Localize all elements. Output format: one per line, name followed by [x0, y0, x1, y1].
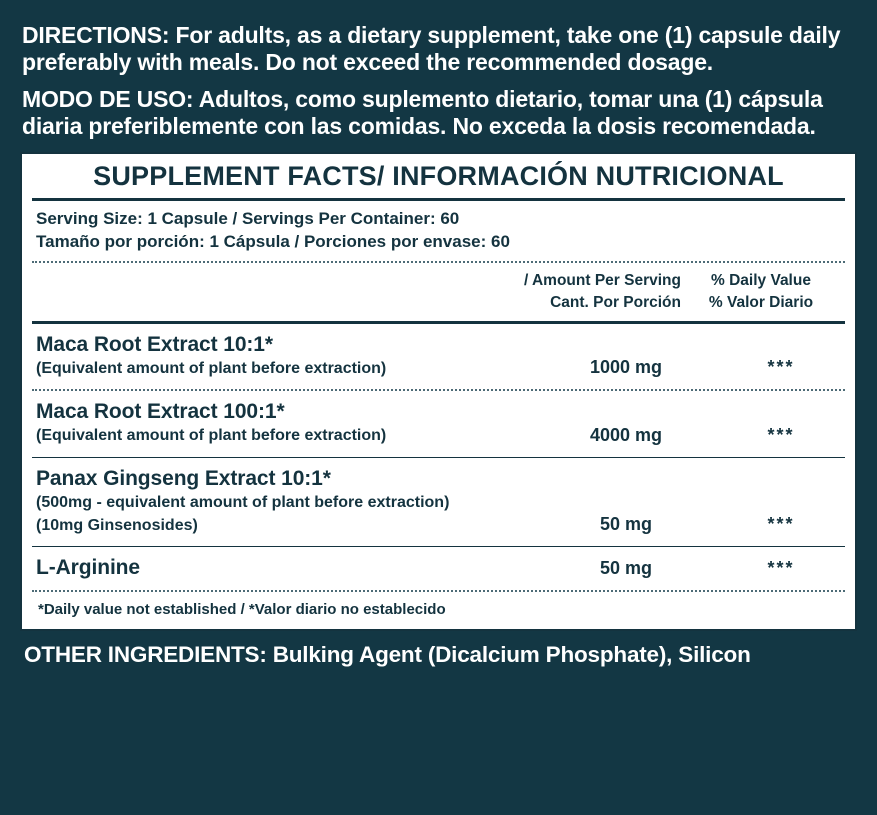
ingredient-subtext: (500mg - equivalent amount of plant before extraction): [36, 493, 450, 511]
ingredient-name: Maca Root Extract 100:1*: [36, 400, 285, 424]
amount-header: [441, 270, 681, 314]
ingredient-subtext: (Equivalent amount of plant before extraction): [36, 359, 387, 377]
table-row: [22, 391, 855, 457]
ingredient-amount: 1000 mg: [589, 357, 663, 378]
ingredient-names: [36, 333, 531, 381]
ingredient-subtext-2: (10mg Ginsenosides): [36, 517, 198, 535]
amount-header-english: / Amount Per Serving: [523, 271, 681, 289]
serving-info: [22, 201, 855, 261]
dv-header-spanish: % Valor Diario: [708, 293, 814, 311]
supplement-facts-panel: [20, 152, 857, 631]
ingredient-daily-value: ***: [767, 357, 795, 378]
serving-size-spanish: Tamaño por porción: 1 Cápsula / Porciones por envase: 60: [36, 231, 510, 251]
amount-header-spanish: Cant. Por Porción: [550, 293, 681, 311]
panel-title: SUPPLEMENT FACTS/ INFORMACIÓN NUTRICIONAL: [93, 160, 784, 191]
ingredient-names: [36, 556, 531, 580]
footnote: *Daily value not established / *Valor diario no establecido: [38, 600, 446, 618]
daily-value-header: [681, 270, 841, 314]
table-row: [22, 547, 855, 589]
ingredient-name: Maca Root Extract 10:1*: [36, 332, 273, 356]
column-headers: [22, 263, 855, 321]
ingredient-amount: 4000 mg: [589, 424, 663, 445]
directions-block: [22, 22, 855, 140]
ingredient-amount: 50 mg: [599, 514, 653, 535]
serving-size-english: Serving Size: 1 Capsule / Servings Per Container: 60: [36, 208, 460, 228]
directions-spanish: MODO DE USO: Adultos, como suplemento dietario, tomar una (1) cápsula diaria preferiblemente con las comidas. No exceda la dosis recomendada.: [22, 85, 823, 139]
ingredient-subtext: (Equivalent amount of plant before extraction): [36, 427, 387, 445]
table-row: [22, 324, 855, 390]
ingredient-names: [36, 400, 531, 448]
ingredient-daily-value: ***: [767, 424, 795, 445]
ingredient-daily-value: ***: [767, 558, 795, 579]
ingredient-amount: 50 mg: [599, 558, 653, 579]
ingredient-name: Panax Gingseng Extract 10:1*: [36, 466, 331, 490]
table-row: [22, 458, 855, 547]
other-ingredients: OTHER INGREDIENTS: Bulking Agent (Dicalcium Phosphate), Silicon: [24, 641, 751, 667]
directions-english: DIRECTIONS: For adults, as a dietary supplement, take one (1) capsule daily preferably with meals. Do not exceed the recommended dosage.: [22, 22, 841, 75]
dv-header-english: % Daily Value: [711, 271, 811, 289]
ingredient-name: L-Arginine: [36, 556, 140, 580]
ingredient-names: [36, 467, 531, 538]
ingredient-daily-value: ***: [767, 514, 795, 535]
